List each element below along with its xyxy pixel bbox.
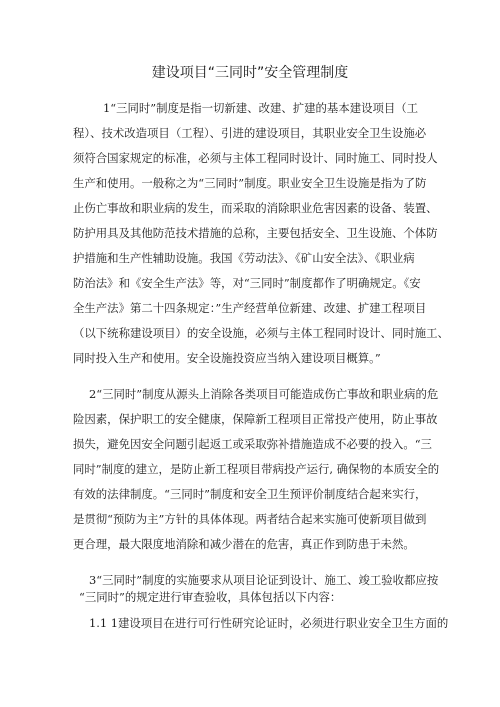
paragraph-line: 须符合国家规定的标准，必须与主体工程同时设计、同时施工、同时投人	[73, 151, 438, 165]
paragraph-line: 防治法》和《安全生产法》等，对“三同时”制度都作了明确规定。《安	[73, 276, 421, 290]
paragraph-line: 同时投入生产和使用。安全设施投资应当纳入建设项目概算。”	[73, 351, 381, 365]
paragraph-line: 1.1 1建设项目在进行可行性研究论证时，必须进行职业安全卫生方面的	[89, 616, 449, 630]
paragraph-line: “三同时”的规定进行审查验收，具体包括以下内容：	[79, 590, 342, 604]
paragraph-line: 程）、技术改造项目（工程）、引进的建设项目，其职业安全卫生设施必	[73, 126, 427, 140]
paragraph-line: （以下统称建设项目）的安全设施，必须与主体工程同时设计、同时施工、	[73, 326, 449, 340]
paragraph-line: 更合理，最大限度地消除和减少潜在的危害，真正作到防患于未然。	[73, 537, 415, 551]
paragraph-line: 止伤亡事故和职业病的发生，而采取的消除职业危害因素的设备、装置、	[73, 201, 438, 215]
paragraph-line: 险因素，保护职工的安全健康，保障新工程项目正常投产使用，防止事故	[73, 412, 438, 426]
paragraph-line: 护措施和生产性辅助设施。我国《劳动法》、《矿山安全法》、《职业病	[73, 251, 415, 265]
paragraph-line: 防护用具及其他防范技术措施的总称，主要包括安全、卫生设施、个体防	[73, 226, 438, 240]
paragraph-line: 2“三同时”制度从源头上消除各类项目可能造成伤亡事故和职业病的危	[89, 387, 439, 401]
document-title: 建设项目“三同时”安全管理制度	[151, 65, 349, 81]
paragraph-line: 1“三同时”制度是指一切新建、改建、扩建的基本建设项目（工	[103, 101, 419, 115]
paragraph-line: 生产和使用。一般称之为“三同时”制度。职业安全卫生设施是指为了防	[73, 176, 427, 190]
paragraph-line: 同时”制度的建立，是防止新工程项目带病投产运行, 确保物的本质安全的	[73, 462, 440, 476]
paragraph-line: 是贯彻“预防为主”方针的具体体现。两者结合起来实施可使新项目做到	[73, 512, 427, 526]
paragraph-line: 3“三同时”制度的实施要求从项目论证到设计、施工、竣工验收都应按	[89, 573, 439, 587]
paragraph-line: 有效的法律制度。“三同时”制度和安全卫生预评价制度结合起来实行，	[73, 487, 427, 501]
paragraph-line: 全生产法》第二十四条规定：”生产经营单位新建、改建、扩建工程项目	[73, 301, 427, 315]
paragraph-line: 损失，避免因安全问题引起返工或采取弥补措施造成不必要的投入。“三	[73, 437, 432, 451]
